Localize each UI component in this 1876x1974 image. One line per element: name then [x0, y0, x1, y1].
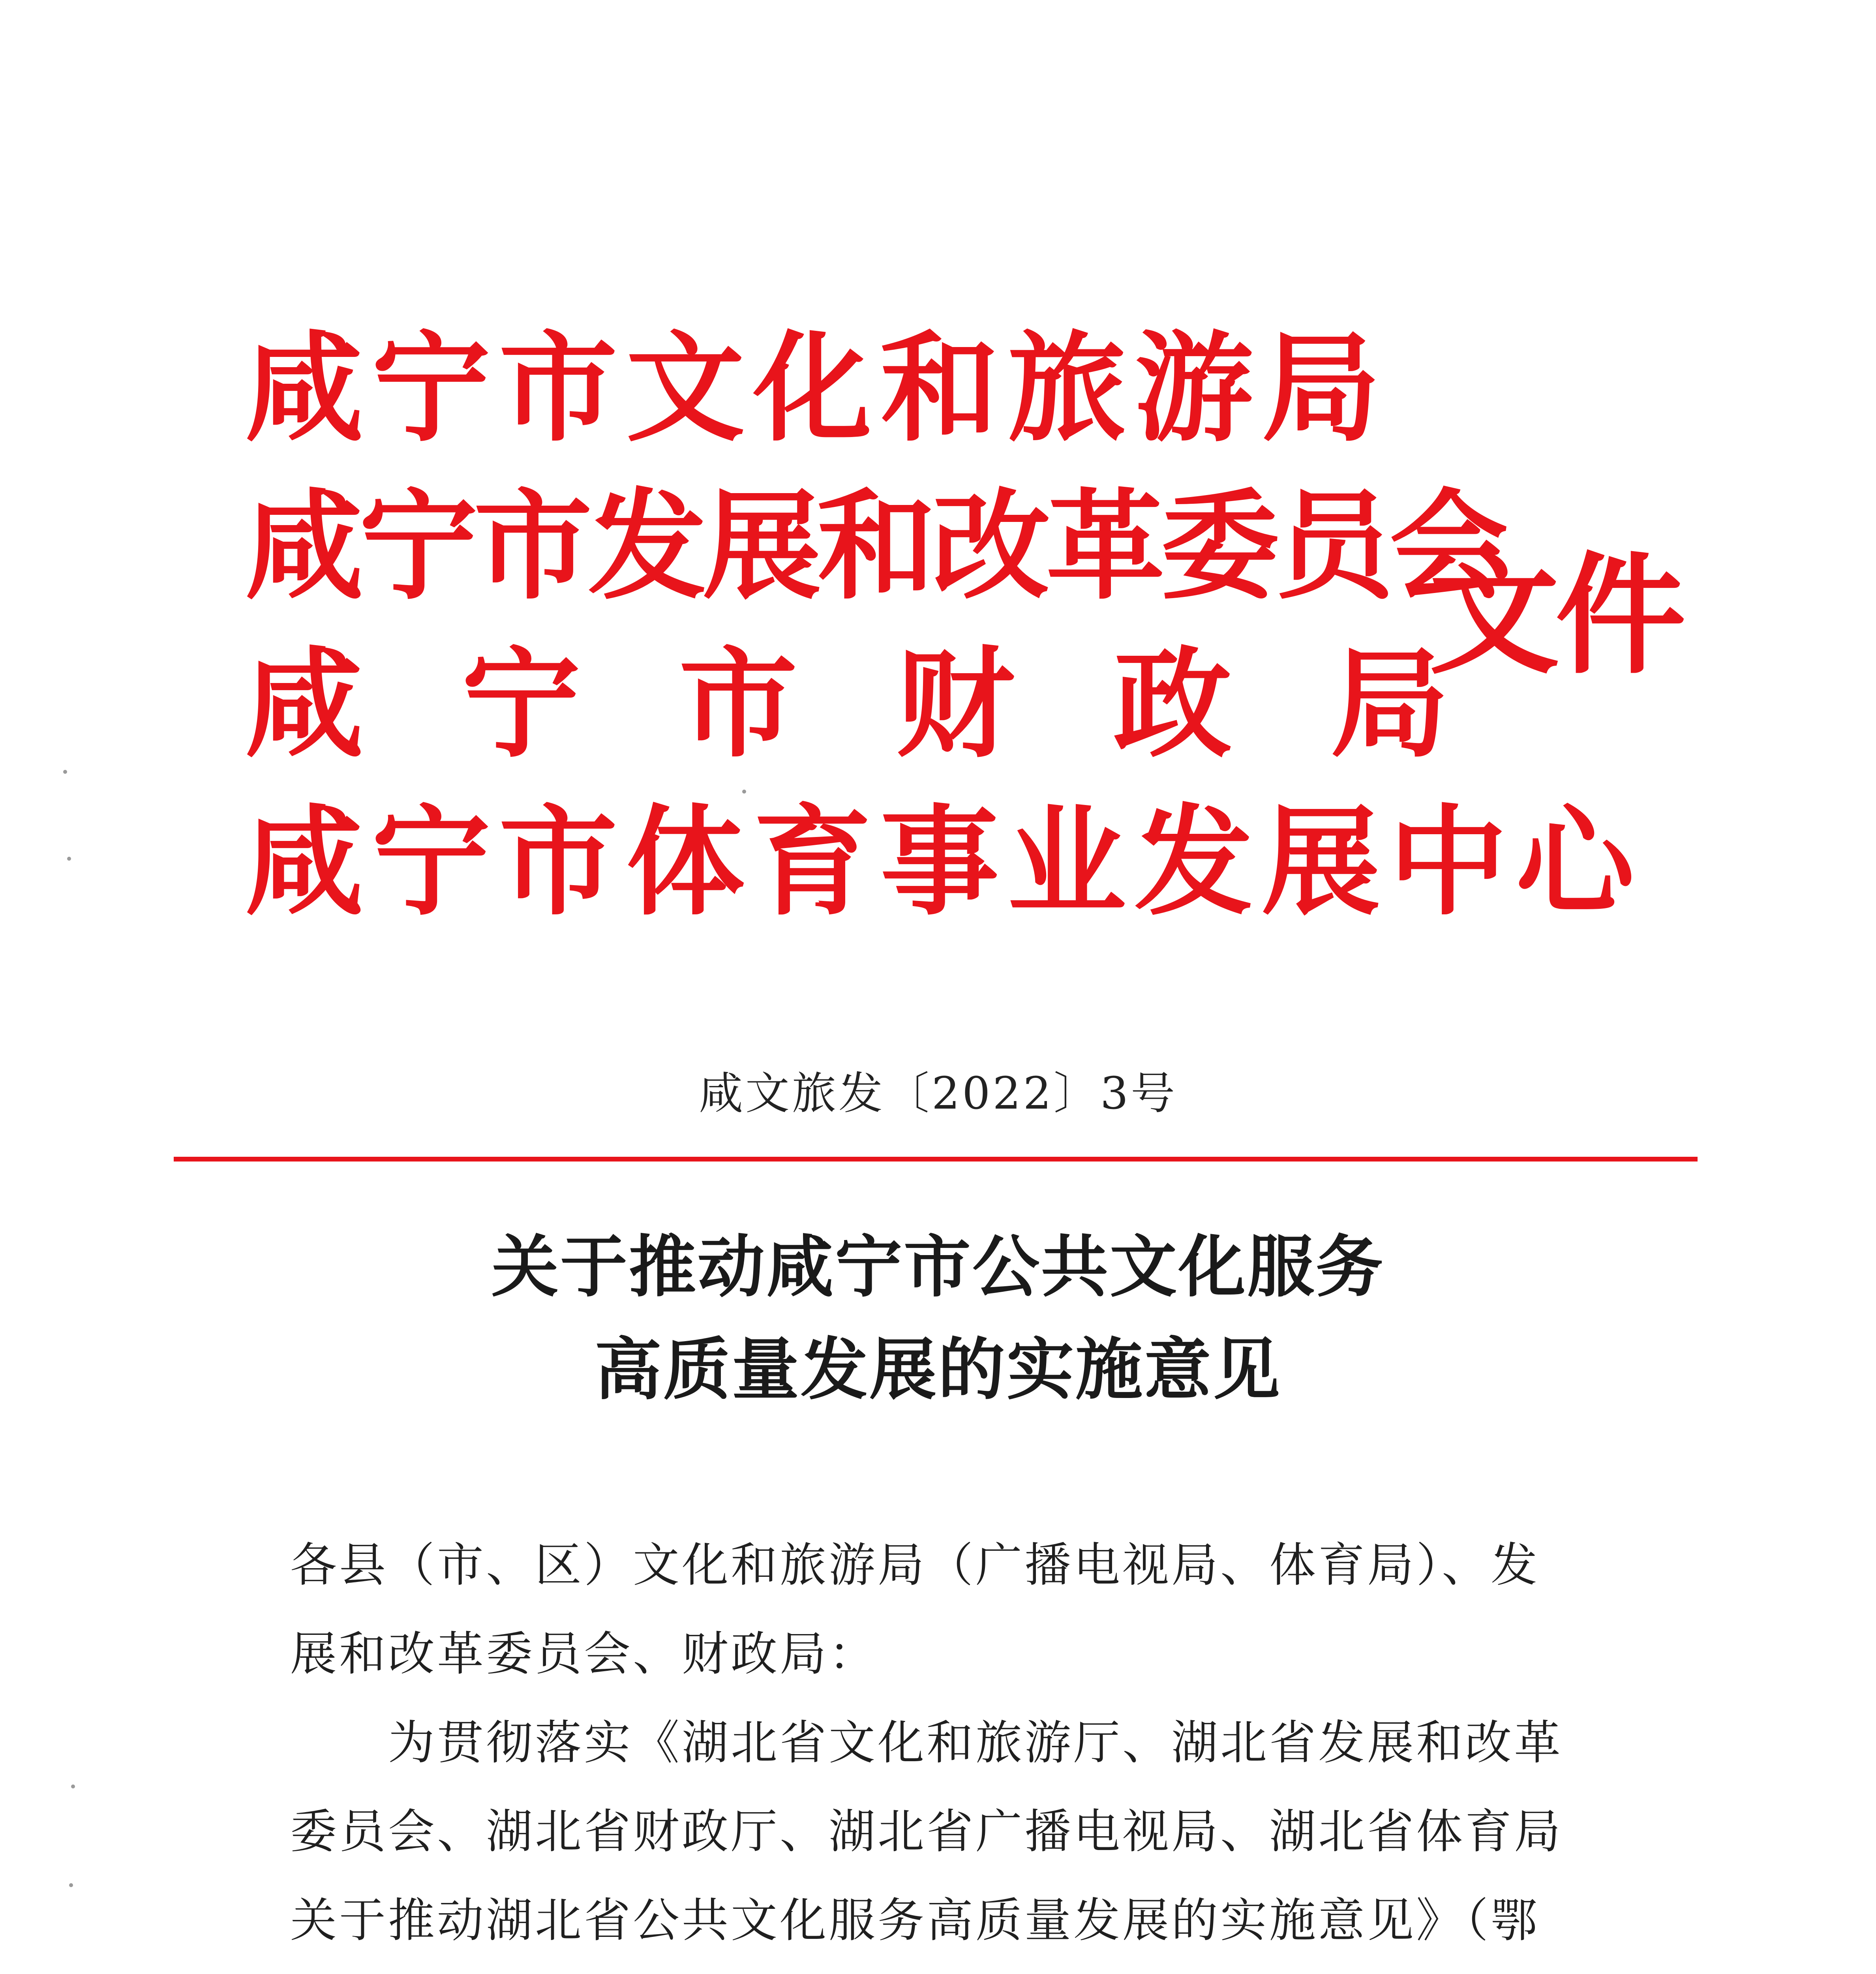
scan-speck	[67, 857, 71, 861]
document-title-line1: 关于推动咸宁市公共文化服务	[491, 1228, 1384, 1306]
agency-culture-tourism: 咸宁市文化和旅游局	[245, 320, 1389, 458]
agency-finance-char: 政	[1113, 636, 1232, 773]
body-line: 各县（市、区）文化和旅游局（广播电视局、体育局）、发	[290, 1538, 1540, 1592]
agency-sports-center: 咸宁市体育事业发展中心	[245, 794, 1643, 931]
red-divider	[174, 1157, 1698, 1162]
body-line	[290, 1964, 1601, 1974]
agency-finance-char: 财	[896, 636, 1015, 773]
agency-development-reform: 咸宁市发展和改革委员会	[245, 478, 1504, 615]
body-line: 为贯彻落实《湖北省文化和旅游厅、湖北省发展和改革	[290, 1715, 1563, 1770]
agency-finance-char: 局	[1330, 636, 1449, 773]
body-line: 关于推动湖北省公共文化服务高质量发展的实施意见》（鄂	[290, 1893, 1540, 1948]
agency-finance-char: 宁	[462, 636, 580, 773]
document-number: 咸文旅发〔2022〕3号	[698, 1068, 1178, 1119]
agency-finance-char: 市	[679, 636, 797, 773]
scan-speck	[742, 790, 746, 794]
body-line: 委员会、湖北省财政厅、湖北省广播电视局、湖北省体育局	[290, 1804, 1563, 1859]
scan-speck	[71, 1784, 75, 1788]
scan-speck	[69, 1883, 73, 1887]
agency-finance-char: 咸	[245, 636, 363, 773]
body-line: 展和改革委员会、财政局：	[290, 1627, 878, 1681]
agency-finance	[245, 636, 1449, 773]
document-title-line2: 高质量发展的实施意见	[594, 1331, 1281, 1409]
document-suffix: 文件	[1429, 540, 1682, 692]
scan-speck	[63, 770, 67, 774]
